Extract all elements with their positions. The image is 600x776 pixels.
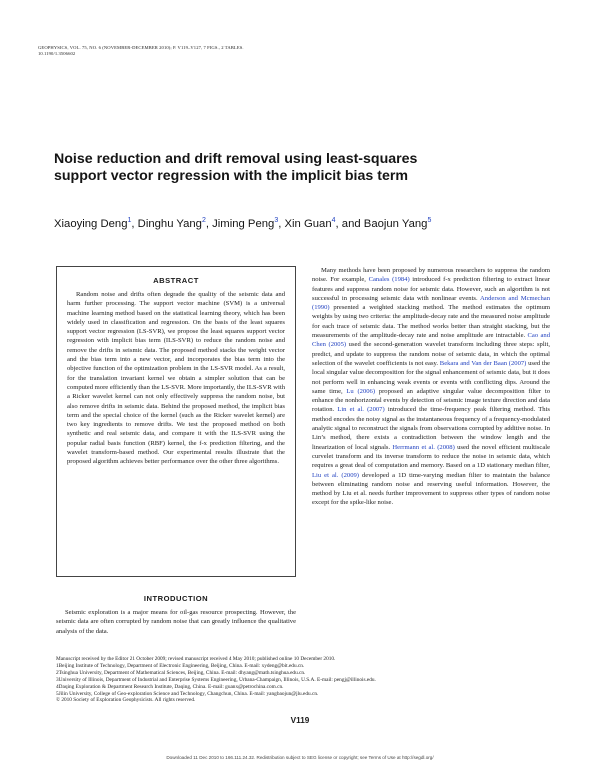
- footnote-affiliation-2: 2Tsinghua University, Department of Mathematical Sciences, Beijing, China. E-mail: dhyang@math.tsinghua.edu.cn.: [56, 669, 306, 676]
- journal-doi: 10.1190/1.3506602: [38, 51, 76, 57]
- footnote-copyright: © 2010 Society of Exploration Geophysicists. All rights reserved.: [56, 697, 196, 704]
- body-text: presented a weighted stacking method. The method estimates the optimum weights by using two criteria: the amplitude-decay rate and the measured noise amplitude for each trace of seismic data. The method works better than straight stacking, but the measurements of the amplitude-decay rate and noise amplitude are intractable.: [312, 304, 550, 340]
- author-affiliation-link[interactable]: 4: [331, 217, 336, 224]
- author-separator: ,: [205, 217, 213, 230]
- author-separator: ,: [278, 217, 285, 230]
- footnote-affiliation-4: 4Daqing Exploration & Department Research Institute, Daqing, China. E-mail: guanx@petrochina.com.cn.: [56, 683, 284, 690]
- author-separator: ,: [131, 217, 138, 230]
- citation-link[interactable]: Lin et al. (2007): [337, 406, 385, 414]
- author-separator: , and: [335, 217, 364, 230]
- abstract-text: Random noise and drifts often degrade the quality of the seismic data and harm further processing. The support vector machine (SVM) is a universal machine learning method based on the statistical learning theory, which has been widely used in classification and regression. On the basis of the least squares support vector regression (LS-SVR), we propose the least squares support vector regression with implicit bias term (ILS-SVR) to reduce the random noise and remove the drifts in seismic data. The proposed method stacks the weight vector and the bias term into a new vector, and incorporates the bias term into the objective function of the optimization problem in the LS-SVR model. As a result, for the translation invariant kernel we obtain a simpler solution that can be computed more efficiently than the LS-SVR. More importantly, the ILS-SVR with a Ricker wavelet kernel can not only effectively suppress the random noise, but also remove drifts in seismic data. Behind the proposed method, the implicit bias term and the special choice of the kernel (such as the Ricker wavelet kernel) are two key ingredients to remove drifts. We test the proposed method on both synthetic and real seismic data, and compare it with the ILS-SVR using the popular radial basis function (RBF) kernel, the f-x prediction filtering, and the wavelet transform-based method. Our experimental results illustrate that the proposed algorithm achieves better performance over the other three algorithms.: [67, 291, 285, 466]
- abstract-box: [56, 266, 296, 577]
- citation-link[interactable]: Liu et al. (2009): [312, 471, 359, 479]
- footnote-affiliation-1: 1Beijing Institute of Technology, Department of Electronic Engineering, Beijing, China. E-mail: xydeng@bit.edu.cn.: [56, 662, 305, 669]
- author-affiliation-link[interactable]: 3: [274, 217, 279, 224]
- author-affiliation-link[interactable]: 5: [427, 217, 432, 224]
- author-name: Dinghu Yang: [137, 217, 202, 230]
- journal-citation: GEOPHYSICS, VOL. 75, NO. 6 (NOVEMBER-DECEMBER 2010); P. V119–V127, 7 FIGS., 2 TABLES.: [38, 45, 244, 50]
- body-text: proposed an adaptive singular value decomposition filter to enhance the nonhorizontal events by detection of seismic image texture direction and data rotation.: [312, 387, 550, 414]
- body-text: introduced f-x prediction filtering to extract linear features and suppress random noise for seismic data. However, such an algorithm is not successful in processing seismic data with nonlinear events.: [312, 276, 550, 302]
- body-text: used the second-generation wavelet transform including three steps: split, predict, and update to suppress the random noise of seismic data, in which the optimal selection of the wavelet coefficients is not easy.: [312, 341, 550, 367]
- body-text: introduced the time-frequency peak filtering method. This method encodes the noisy signal as the instantaneous frequency of a frequency-modulated analytic signal to reconstruct the signals from observations corrupted by additive noise. In Lin’s method, there exists a contradiction between the window length and the linearization of local signals.: [312, 406, 550, 451]
- citation-link[interactable]: Anderson and Mcmechan (1990): [312, 294, 551, 312]
- author-name: Jiming Peng: [212, 217, 275, 230]
- introduction-heading: INTRODUCTION: [143, 594, 209, 603]
- page-number: V119: [290, 716, 310, 725]
- body-text: used the local singular value decomposition for the signal enhancement of seismic data, but it does not perform well in enhancing weak events or events with conflicting dips. Around the same time,: [312, 359, 550, 395]
- citation-link[interactable]: Lu (2006): [346, 387, 376, 395]
- journal-header: [38, 45, 358, 57]
- introduction-text: Seismic exploration is a major means for oil-gas resource prospecting. However, the seismic data are often corrupted by random noise that can greatly influence the qualitative analysis of the data.: [56, 609, 296, 635]
- footnote-affiliation-3: 3University of Illinois, Department of Industrial and Enterprise Systems Engineering, Urbana-Champaign, Illinois, U.S.A. E-mail: pengj@illinois.edu.: [56, 676, 376, 683]
- citation-link[interactable]: Canales (1984): [368, 276, 410, 284]
- author-affiliation-link[interactable]: 2: [201, 217, 206, 224]
- footnotes: [56, 656, 550, 704]
- footnote-received: Manuscript received by the Editor 21 October 2009; revised manuscript received 4 May 2010; published online 10 December 2010.: [56, 656, 336, 662]
- abstract-heading: ABSTRACT: [153, 276, 199, 285]
- citation-link[interactable]: Cao and Chen (2005): [312, 332, 550, 349]
- body-text: developed a 1D time-varying median filter to maintain the balance between eliminating random noise and reserving useful information. However, the method by Liu et al. needs further improvement to suppress other types of random noise except for the spike-like noise.: [312, 471, 550, 507]
- author-affiliation-link[interactable]: 1: [127, 217, 132, 224]
- body-text: used the novel efficient multiscale curvelet transform and its inverse transform to reduce the noise in seismic data, which requires a great deal of computation and memory. Based on a 1D stationary median filter,: [312, 443, 551, 470]
- paper-title: Noise reduction and drift removal using least-squares support vector regression with the implicit bias term: [54, 151, 418, 184]
- body-text: Many methods have been proposed by numerous researchers to suppress the random noise. For example,: [312, 267, 550, 284]
- right-column-text: [312, 266, 550, 508]
- citation-link[interactable]: Herrmann et al. (2008): [392, 443, 455, 451]
- author-name: Xiaoying Deng: [54, 217, 128, 230]
- download-note: Downloaded 11 Dec 2010 to 166.111.24.32. Redistribution subject to SEG license or copyright; see Terms of Use at http://segdl.org/: [166, 755, 434, 760]
- footnote-affiliation-5: 5Jilin University, College of Geo-exploration Science and Technology, Changchun, China. E-mail: yangbaojun@jlu.edu.cn.: [56, 690, 319, 697]
- author-name: Xin Guan: [284, 217, 332, 230]
- author-list: [54, 217, 431, 230]
- citation-link[interactable]: Bekara and Van der Baan (2007): [439, 359, 527, 367]
- author-name: Baojun Yang: [363, 217, 428, 230]
